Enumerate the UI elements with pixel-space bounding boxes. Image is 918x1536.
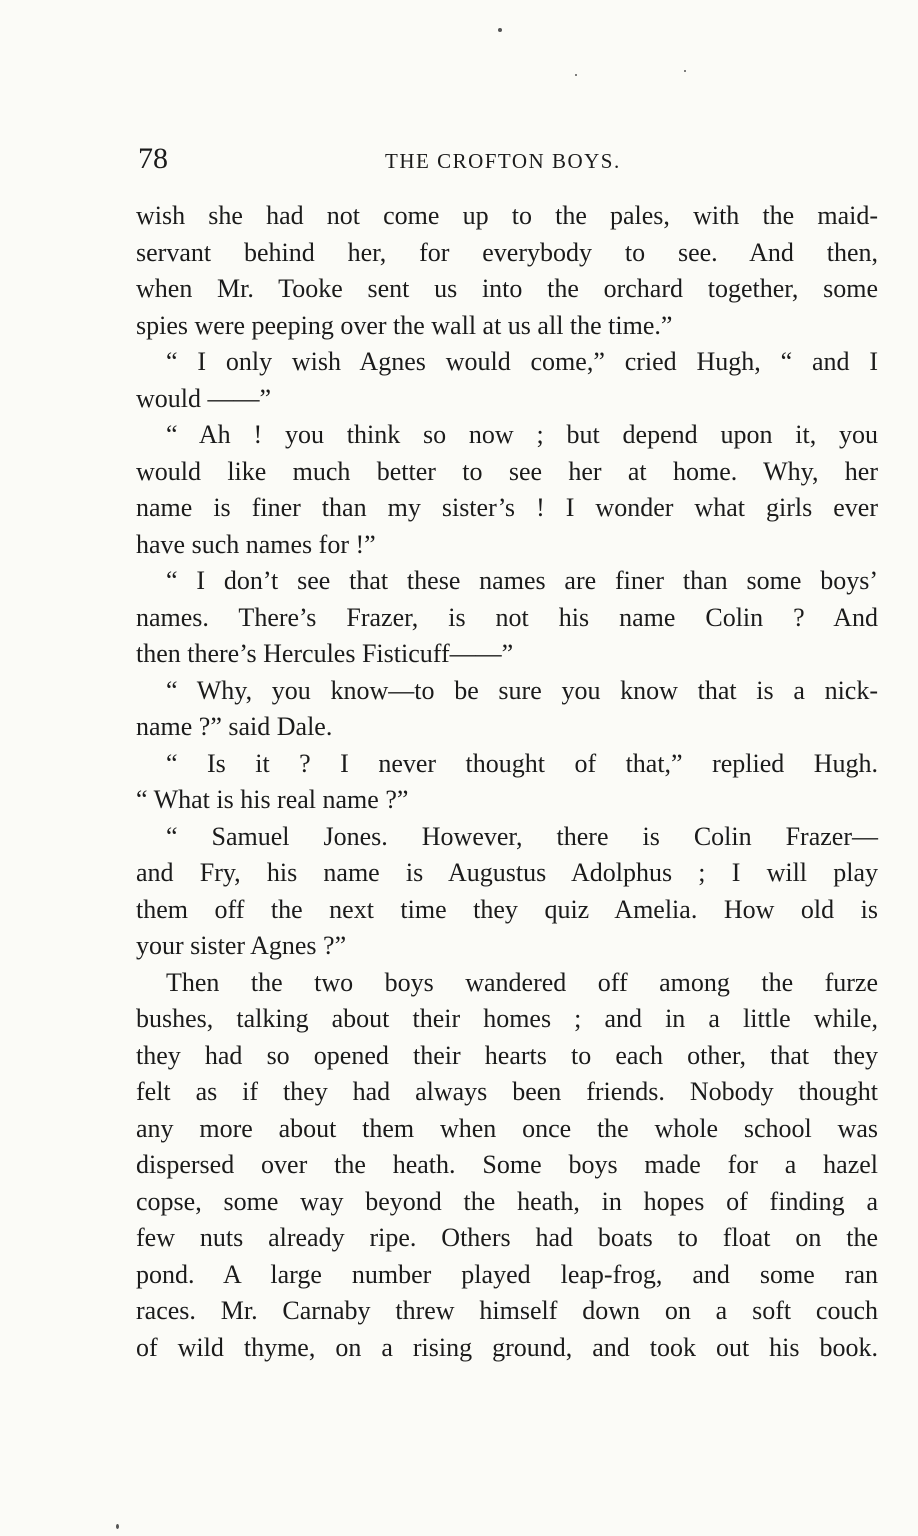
print-speck — [116, 1524, 119, 1529]
text-line: “ What is his real name ?” — [136, 785, 409, 814]
text-line: wish she had not come up to the pales, with the maid- — [136, 201, 878, 230]
text-line: names. There’s Frazer, is not his name Colin ? And — [136, 602, 878, 632]
page-header — [136, 140, 878, 180]
text-line: bushes, talking about their homes ; and in a little while, — [136, 1004, 878, 1033]
text-line: name ?” said Dale. — [136, 712, 333, 741]
text-line: pond. A large number played leap-frog, and some ran — [136, 1259, 878, 1289]
text-line: would like much better to see her at home. Why, her — [136, 456, 878, 486]
print-speck — [498, 28, 502, 32]
text-line: servant behind her, for everybody to see. And then, — [136, 237, 878, 267]
page-number: 78 — [138, 142, 168, 175]
text-line: of wild thyme, on a rising ground, and took out his book. — [136, 1332, 878, 1362]
text-line: felt as if they had always been friends. Nobody thought — [136, 1077, 878, 1106]
text-line: “ I don’t see that these names are finer than some boys’ — [166, 566, 878, 595]
text-line: they had so opened their hearts to each other, that they — [136, 1040, 878, 1070]
text-line: your sister Agnes ?” — [136, 931, 347, 960]
text-line: few nuts already ripe. Others had boats to float on the — [136, 1223, 878, 1252]
text-line: copse, some way beyond the heath, in hopes of finding a — [136, 1186, 878, 1216]
text-line: name is finer than my sister’s ! I wonder what girls ever — [136, 493, 878, 522]
text-line: “ Is it ? I never thought of that,” replied Hugh. — [166, 748, 878, 778]
text-line: races. Mr. Carnaby threw himself down on a soft couch — [136, 1296, 878, 1325]
text-line: have such names for !” — [136, 529, 376, 559]
body-text — [136, 198, 878, 1366]
text-line: any more about them when once the whole school was — [136, 1113, 878, 1143]
text-line: and Fry, his name is Augustus Adolphus ; I will play — [136, 858, 878, 887]
text-line: “ Ah ! you think so now ; but depend upon it, you — [166, 420, 878, 449]
running-head: THE CROFTON BOYS. — [385, 149, 621, 173]
text-line: “ Samuel Jones. However, there is Colin Frazer— — [166, 821, 878, 851]
text-line: dispersed over the heath. Some boys made for a hazel — [136, 1150, 878, 1179]
text-line: them off the next time they quiz Amelia. How old is — [136, 894, 878, 924]
text-line: then there’s Hercules Fisticuff——” — [136, 639, 514, 668]
text-line: Then the two boys wandered off among the furze — [166, 967, 878, 997]
text-line: would ——” — [136, 383, 272, 413]
text-line: “ Why, you know—to be sure you know that is a nick- — [166, 675, 878, 705]
print-speck — [575, 74, 577, 76]
text-line: when Mr. Tooke sent us into the orchard together, some — [136, 274, 878, 303]
print-speck — [684, 70, 686, 72]
text-line: spies were peeping over the wall at us all the time.” — [136, 310, 673, 340]
text-line: “ I only wish Agnes would come,” cried Hugh, “ and I — [166, 347, 878, 376]
